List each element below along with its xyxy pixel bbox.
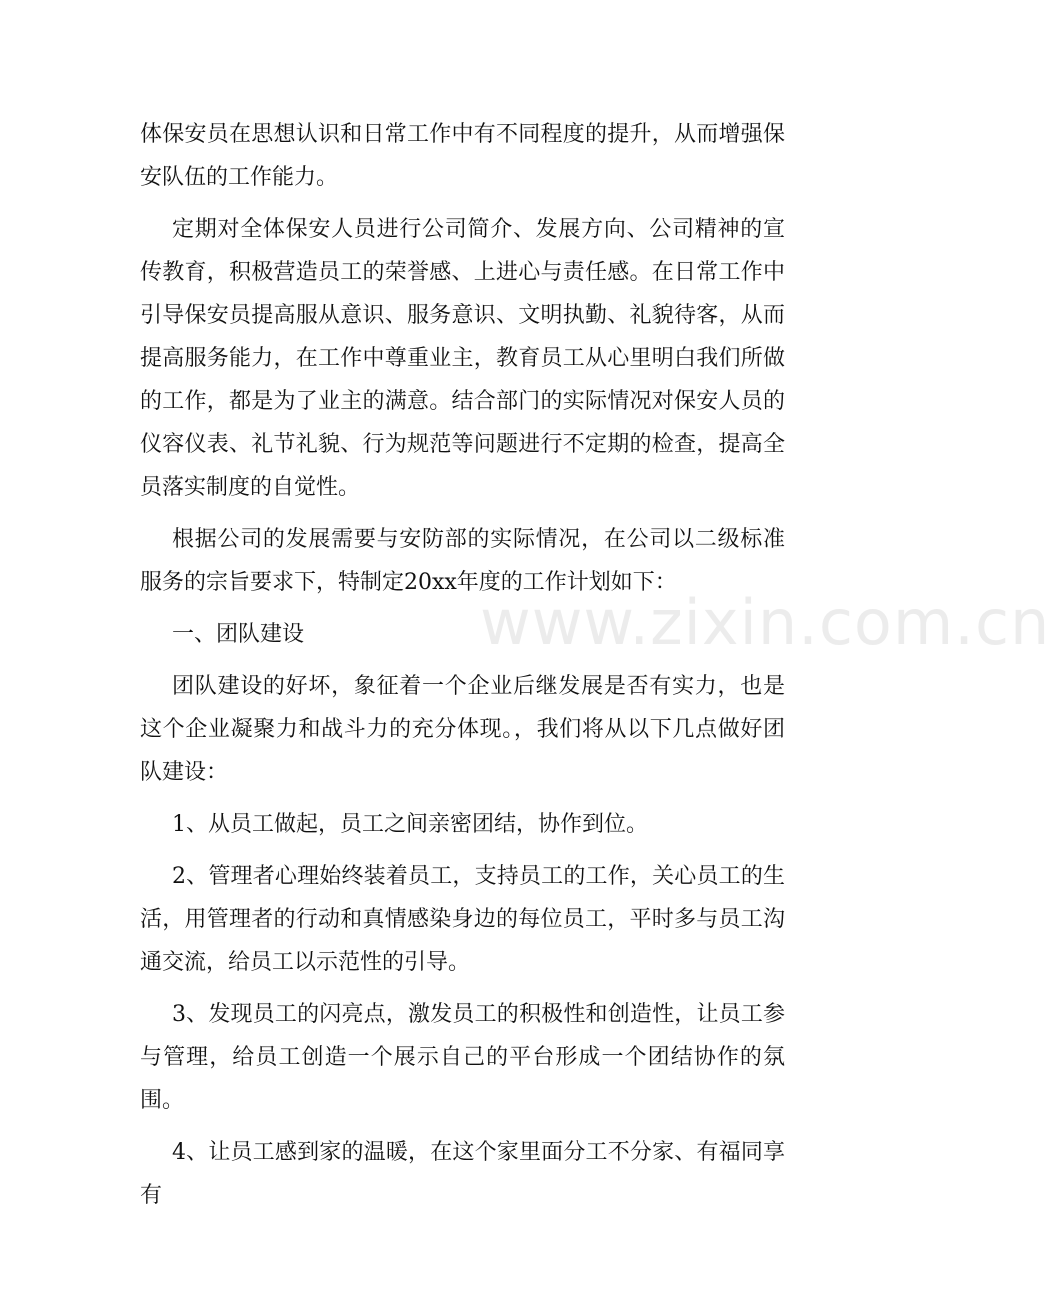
paragraph-continued-intro: 体保安员在思想认识和日常工作中有不同程度的提升，从而增强保安队伍的工作能力。 — [140, 122, 785, 190]
watermark: www.zixin.com.cn — [480, 586, 1050, 659]
paragraph-annual-plan-intro: 根据公司的发展需要与安防部的实际情况，在公司以二级标准服务的宗旨要求下，特制定20xx年度的工作计划如下： — [140, 527, 785, 595]
document-body — [140, 113, 785, 1226]
section-heading-team-building: 一、团队建设 — [172, 622, 305, 647]
list-item-4: 4、让员工感到家的温暖，在这个家里面分工不分家、有福同享有 — [140, 1140, 785, 1208]
list-item-3: 3、发现员工的闪亮点，激发员工的积极性和创造性，让员工参与管理，给员工创造一个展示自己的平台形成一个团结协作的氛围。 — [140, 1002, 785, 1113]
paragraph-team-building-importance: 团队建设的好坏，象征着一个企业后继发展是否有实力，也是这个企业凝聚力和战斗力的充分体现。，我们将从以下几点做好团队建设： — [140, 674, 785, 785]
list-item-2: 2、管理者心理始终装着员工，支持员工的工作，关心员工的生活，用管理者的行动和真情感染身边的每位员工，平时多与员工沟通交流，给员工以示范性的引导。 — [140, 864, 785, 975]
paragraph-regular-training: 定期对全体保安人员进行公司简介、发展方向、公司精神的宣传教育，积极营造员工的荣誉感、上进心与责任感。在日常工作中引导保安员提高服从意识、服务意识、文明执勤、礼貌待客，从而提高服务能力，在工作中尊重业主，教育员工从心里明白我们所做的工作，都是为了业主的满意。结合部门的实际情况对保安人员的仪容仪表、礼节礼貌、行为规范等问题进行不定期的检查，提高全员落实制度的自觉性。 — [140, 217, 785, 500]
list-item-1: 1、从员工做起，员工之间亲密团结，协作到位。 — [172, 812, 648, 837]
